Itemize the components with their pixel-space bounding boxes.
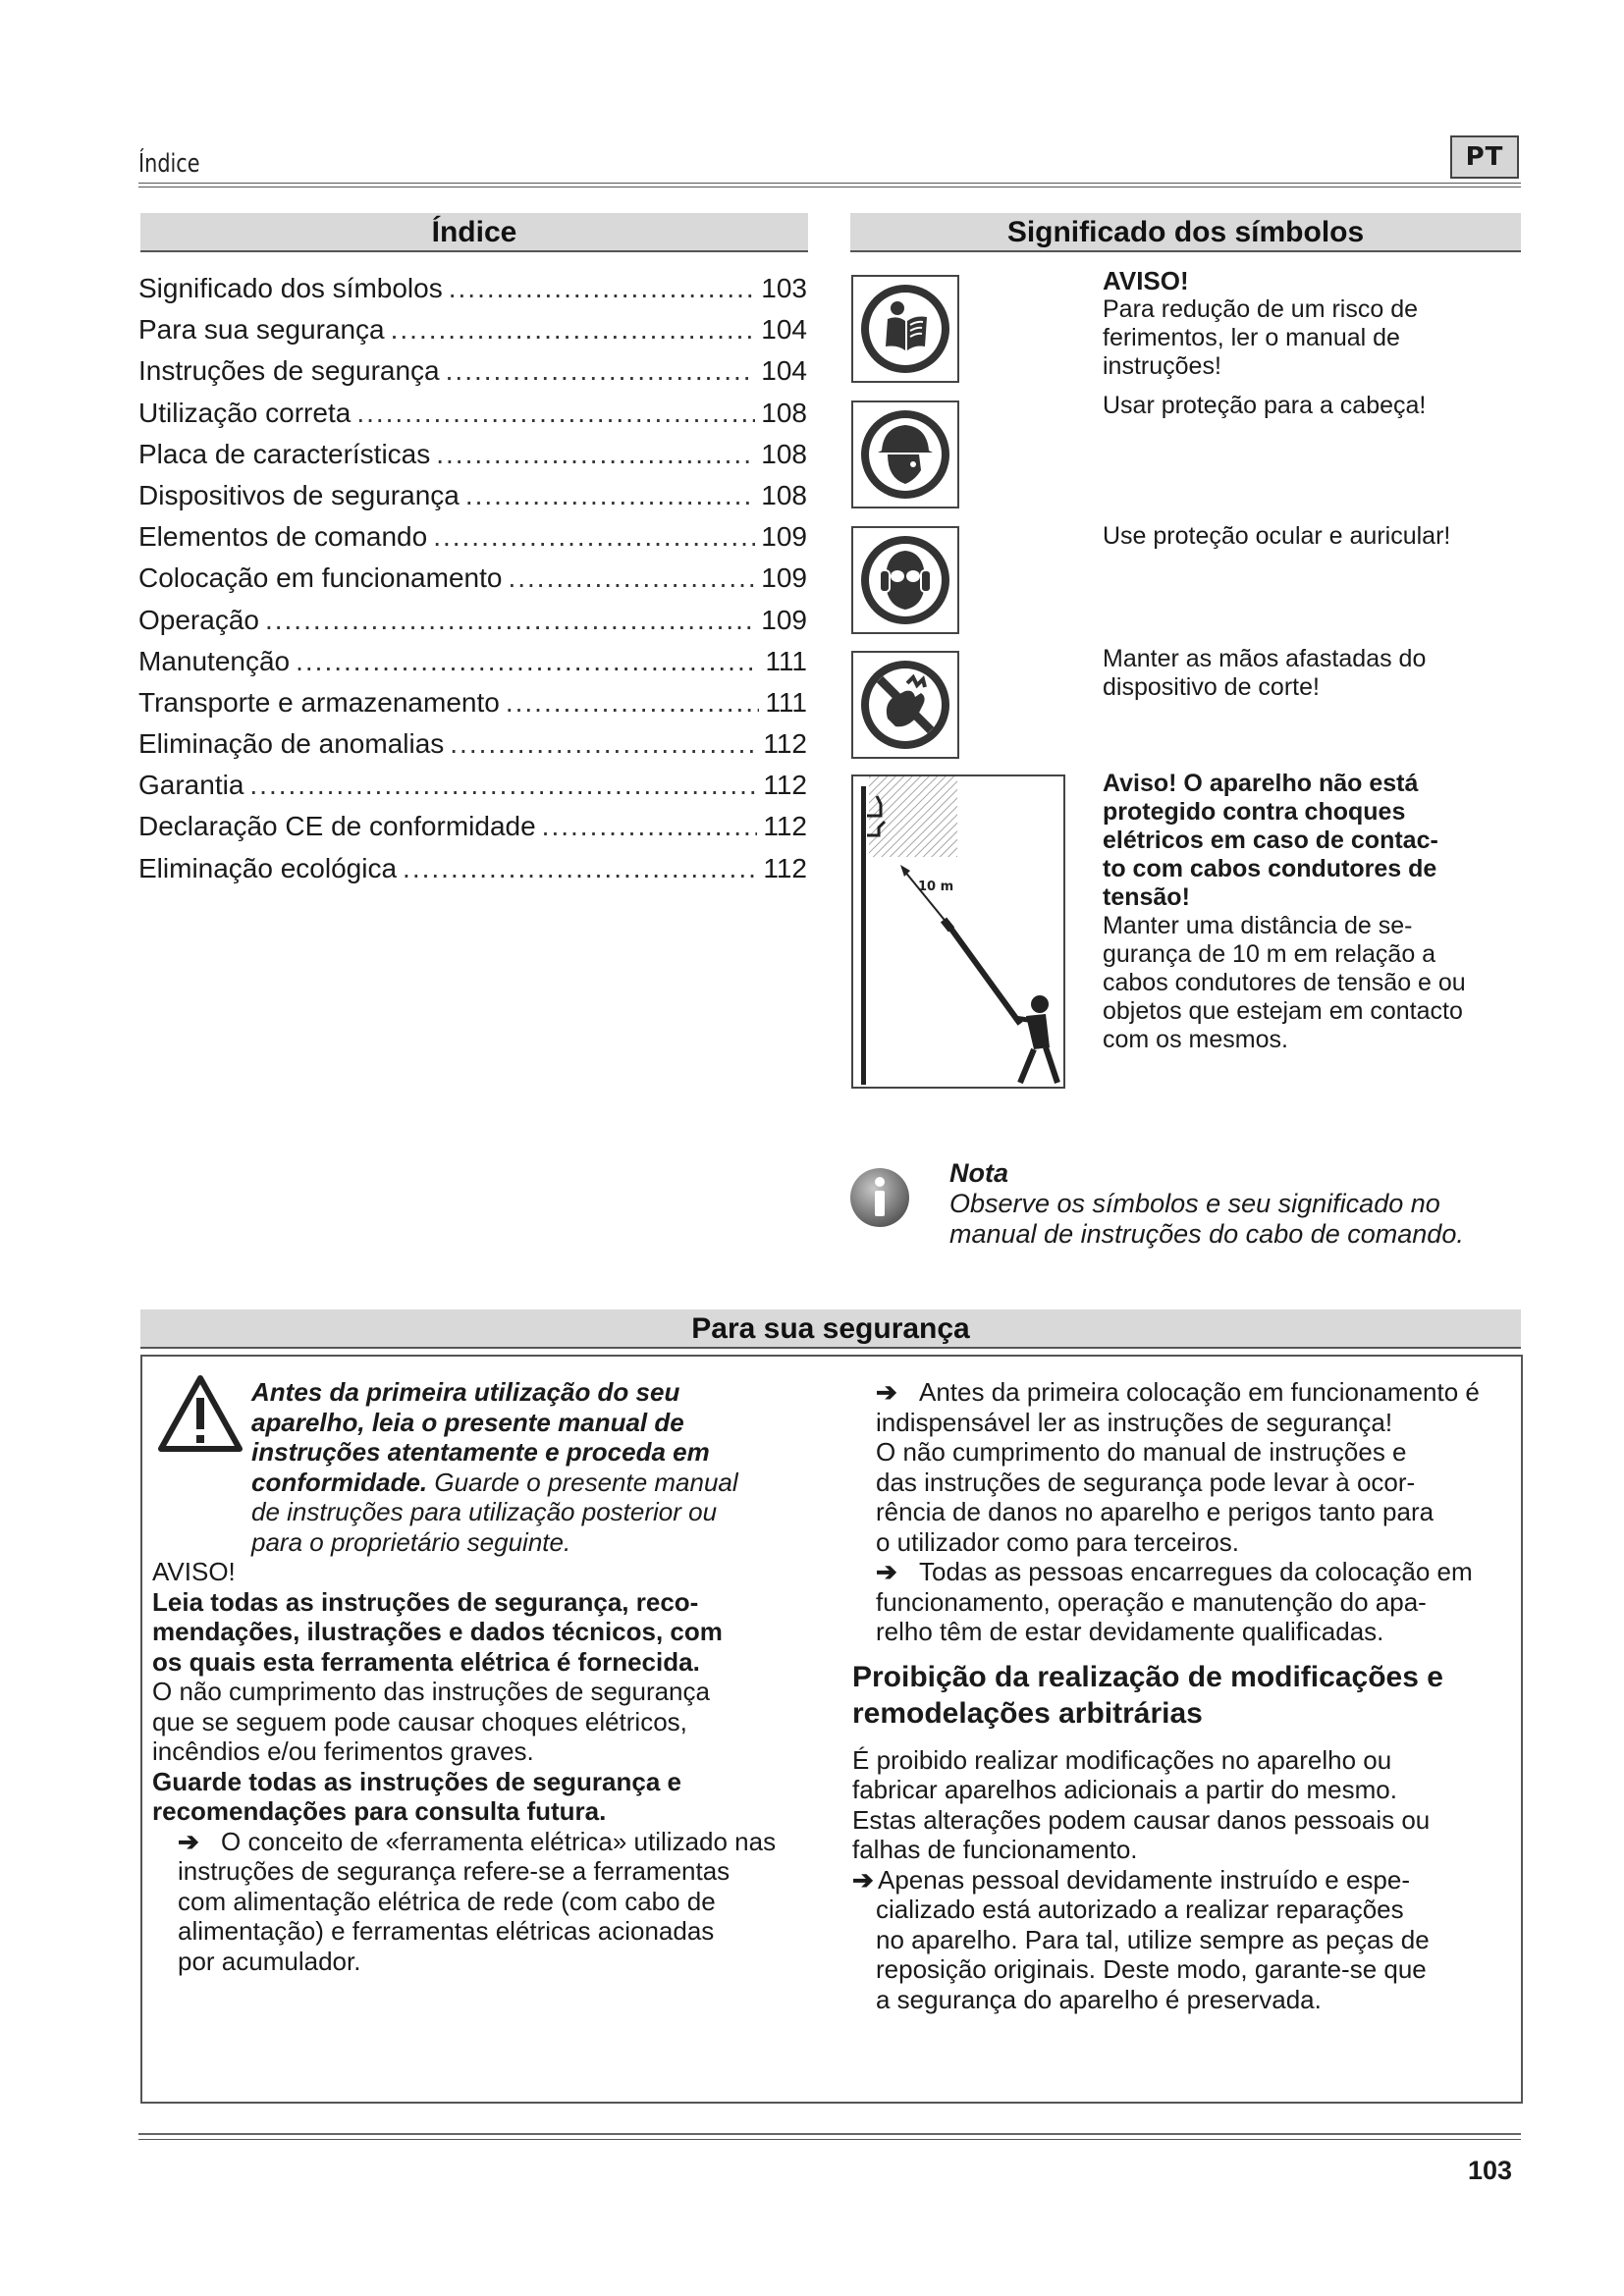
page-number: 103 <box>1468 2156 1513 2185</box>
toc-entry-title: Elementos de comando <box>138 521 428 553</box>
toc-heading: Índice <box>140 213 808 252</box>
toc-entry <box>138 723 807 765</box>
personnel-line: a segurança do aparelho é preservada. <box>876 1984 1322 2014</box>
toc-leader-dots <box>296 641 759 682</box>
right-line: indispensável ler as instruções de segurança! <box>876 1407 1393 1437</box>
toc-entry-title: Manutenção <box>138 645 291 676</box>
hands-away-icon <box>851 651 959 759</box>
toc-entry <box>138 350 807 392</box>
info-icon <box>848 1166 911 1229</box>
prohibition-line: fabricar aparelhos adicionais a partir do mesmo. <box>852 1775 1397 1804</box>
header-rule <box>138 183 1521 184</box>
toc-entry <box>138 765 807 806</box>
hands-away-text <box>1103 645 1515 702</box>
toc-entry <box>138 268 807 309</box>
eye-ear-protection-icon <box>851 526 959 634</box>
read-manual-line: ferimentos, ler o manual de <box>1103 324 1400 351</box>
non-compliance-line: incêndios e/ou ferimentos graves. <box>152 1736 534 1766</box>
hands-away-line: dispositivo de corte! <box>1103 673 1320 701</box>
toc-entry-title: Declaração CE de conformidade <box>138 811 536 842</box>
read-all-line: os quais esta ferramenta elétrica é fornecida. <box>152 1646 700 1677</box>
toc-leader-dots <box>449 268 756 309</box>
toc-entry-title: Dispositivos de segurança <box>138 479 460 510</box>
toc-entry-title: Garantia <box>138 770 244 801</box>
toc-leader-dots <box>356 393 755 434</box>
toc-entry <box>138 682 807 723</box>
toc-entry-title: Instruções de segurança <box>138 355 440 387</box>
power-lines-line: objetos que estejam em contacto <box>1103 997 1463 1025</box>
safety-intro <box>251 1377 840 1557</box>
toc-leader-dots <box>508 558 755 599</box>
toc-leader-dots <box>465 475 755 516</box>
toc-entry-page: 109 <box>761 521 807 553</box>
toc-entry <box>138 558 807 599</box>
safety-left-column <box>152 1557 849 1976</box>
power-lines-line: gurança de 10 m em relação a <box>1103 940 1436 968</box>
warning-triangle-icon <box>157 1374 244 1453</box>
toc-entry <box>138 848 807 889</box>
hands-away-line: Manter as mãos afastadas do <box>1103 645 1427 672</box>
persons-line: Todas as pessoas encarregues da colocação em <box>919 1557 1473 1586</box>
toc-entry-title: Placa de características <box>138 438 431 469</box>
toc-entry-title: Utilização correta <box>138 397 352 428</box>
toc-entry-page: 109 <box>761 562 807 594</box>
read-all-line: mendações, ilustrações e dados técnicos, com <box>152 1617 723 1646</box>
running-header-title: Índice <box>138 149 200 179</box>
toc-leader-dots <box>446 350 756 392</box>
arrow-icon: ➔ <box>876 1557 897 1586</box>
read-all-line: Leia todas as instruções de segurança, reco- <box>152 1586 699 1617</box>
head-protection-text: Usar proteção para a cabeça! <box>1103 392 1427 419</box>
power-lines-line: cabos condutores de tensão e ou <box>1103 969 1466 996</box>
toc-entry-page: 103 <box>761 273 807 303</box>
toc-leader-dots <box>450 723 757 765</box>
toc-entry-page: 111 <box>765 686 807 718</box>
toc-entry <box>138 393 807 434</box>
toc-list <box>138 268 807 889</box>
toc-entry-title: Significado dos símbolos <box>138 273 443 303</box>
toc-entry <box>138 600 807 641</box>
power-line-distance-illustration <box>851 774 1065 1089</box>
personnel-line: no aparelho. Para tal, utilize sempre as peças de <box>876 1924 1430 1954</box>
power-lines-warning-line: elétricos em caso de contac- <box>1103 827 1438 854</box>
language-badge: PT <box>1450 135 1519 179</box>
toc-leader-dots <box>436 434 755 475</box>
toc-entry-title: Eliminação de anomalias <box>138 728 445 760</box>
toc-leader-dots <box>265 600 755 641</box>
intro-line: conformidade. <box>251 1467 428 1497</box>
personnel-line: Apenas pessoal devidamente instruído e espe- <box>878 1864 1411 1895</box>
right-line: das instruções de segurança pode levar à ocor- <box>876 1467 1416 1497</box>
read-manual-title: AVISO! <box>1103 266 1189 295</box>
toc-entry-page: 104 <box>761 314 807 346</box>
safety-heading: Para sua segurança <box>140 1309 1521 1349</box>
footer-rule <box>138 2133 1521 2135</box>
toc-entry-page: 112 <box>763 852 807 883</box>
personnel-line: reposição originais. Deste modo, garante-se que <box>876 1954 1427 1984</box>
intro-line: de instruções para utilização posterior ou <box>251 1497 718 1526</box>
toc-entry <box>138 309 807 350</box>
prohibition-line: falhas de funcionamento. <box>852 1835 1138 1864</box>
persons-line: funcionamento, operação e manutenção do apa- <box>876 1586 1427 1617</box>
read-manual-line: instruções! <box>1103 352 1221 380</box>
toc-entry-page: 104 <box>761 355 807 387</box>
arrow-icon: ➔ <box>852 1864 874 1895</box>
toc-leader-dots <box>433 516 755 558</box>
footer-rule-2 <box>138 2139 1521 2140</box>
read-manual-line: Para redução de um risco de <box>1103 295 1419 323</box>
toc-entry-page: 108 <box>761 479 807 510</box>
concept-line: alimentação) e ferramentas elétricas acionadas <box>178 1916 715 1946</box>
toc-entry-page: 112 <box>763 770 807 801</box>
arrow-icon: ➔ <box>876 1377 897 1407</box>
power-lines-text <box>1103 770 1515 1054</box>
right-line: O não cumprimento do manual de instruções e <box>876 1437 1407 1467</box>
toc-entry <box>138 434 807 475</box>
note-line: Observe os símbolos e seu significado no <box>949 1189 1440 1218</box>
toc-entry-page: 109 <box>761 604 807 635</box>
safety-right-column <box>852 1377 1530 2014</box>
note-title: Nota <box>949 1158 1008 1188</box>
toc-leader-dots <box>403 848 757 889</box>
aviso-label: AVISO! <box>152 1557 236 1586</box>
toc-entry-title: Colocação em funcionamento <box>138 562 503 594</box>
toc-entry <box>138 475 807 516</box>
distance-label: 10 m <box>918 880 954 894</box>
toc-entry-page: 108 <box>761 438 807 469</box>
prohibition-line: Estas alterações podem causar danos pessoais ou <box>852 1804 1431 1835</box>
power-lines-warning-line: Aviso! O aparelho não está <box>1103 770 1419 797</box>
toc-entry <box>138 641 807 682</box>
toc-entry-page: 112 <box>763 728 807 760</box>
toc-leader-dots <box>391 309 756 350</box>
right-line: rência de danos no aparelho e perigos tanto para <box>876 1497 1435 1526</box>
prohibition-line: É proibido realizar modificações no aparelho ou <box>852 1744 1392 1775</box>
toc-entry <box>138 806 807 847</box>
power-lines-line: com os mesmos. <box>1103 1026 1288 1053</box>
toc-entry-title: Operação <box>138 604 259 635</box>
toc-entry-page: 111 <box>765 645 807 676</box>
intro-line: para o proprietário seguinte. <box>251 1526 571 1557</box>
read-manual-text <box>1103 267 1515 381</box>
toc-entry <box>138 516 807 558</box>
toc-leader-dots <box>249 765 757 806</box>
right-line: o utilizador como para terceiros. <box>876 1526 1239 1557</box>
concept-line: instruções de segurança refere-se a ferramentas <box>178 1856 731 1886</box>
non-compliance-line: que se seguem pode causar choques elétricos, <box>152 1706 687 1736</box>
read-manual-icon <box>851 275 959 383</box>
toc-leader-dots <box>542 806 758 847</box>
non-compliance-line: O não cumprimento das instruções de segurança <box>152 1677 710 1706</box>
symbols-heading: Significado dos símbolos <box>850 213 1521 252</box>
personnel-line: cializado está autorizado a realizar reparações <box>876 1895 1404 1924</box>
note-body <box>949 1189 1529 1250</box>
intro-line: Guarde o presente manual <box>427 1467 738 1497</box>
toc-entry-title: Para sua segurança <box>138 314 385 346</box>
power-lines-line: Manter uma distância de se- <box>1103 912 1413 939</box>
toc-leader-dots <box>506 682 760 723</box>
power-lines-warning-line: protegido contra choques <box>1103 798 1406 826</box>
persons-line: relho têm de estar devidamente qualificadas. <box>876 1617 1384 1646</box>
power-lines-warning-line: to com cabos condutores de <box>1103 855 1437 882</box>
keep-line: recomendações para consulta futura. <box>152 1796 607 1826</box>
right-line: Antes da primeira colocação em funcionamento é <box>919 1377 1480 1407</box>
power-lines-warning-line: tensão! <box>1103 883 1190 911</box>
eye-ear-protection-text: Use proteção ocular e auricular! <box>1103 522 1451 550</box>
toc-entry-title: Transporte e armazenamento <box>138 686 500 718</box>
note-line: manual de instruções do cabo de comando. <box>949 1219 1464 1249</box>
prohibition-heading: Proibição da realização de modificações e <box>852 1660 1443 1693</box>
prohibition-heading: remodelações arbitrárias <box>852 1696 1203 1730</box>
intro-line: Antes da primeira utilização do seu <box>251 1377 680 1407</box>
toc-entry-page: 108 <box>761 397 807 428</box>
keep-line: Guarde todas as instruções de segurança e <box>152 1766 681 1796</box>
intro-line: aparelho, leia o presente manual de <box>251 1407 684 1437</box>
concept-line: O conceito de «ferramenta elétrica» utilizado nas <box>221 1826 777 1856</box>
concept-line: com alimentação elétrica de rede (com cabo de <box>178 1886 716 1916</box>
toc-entry-page: 112 <box>763 811 807 842</box>
toc-entry-title: Eliminação ecológica <box>138 852 398 883</box>
intro-line: instruções atentamente e proceda em <box>251 1437 710 1467</box>
head-protection-icon <box>851 400 959 508</box>
concept-line: por acumulador. <box>178 1946 361 1976</box>
arrow-icon: ➔ <box>178 1826 199 1856</box>
